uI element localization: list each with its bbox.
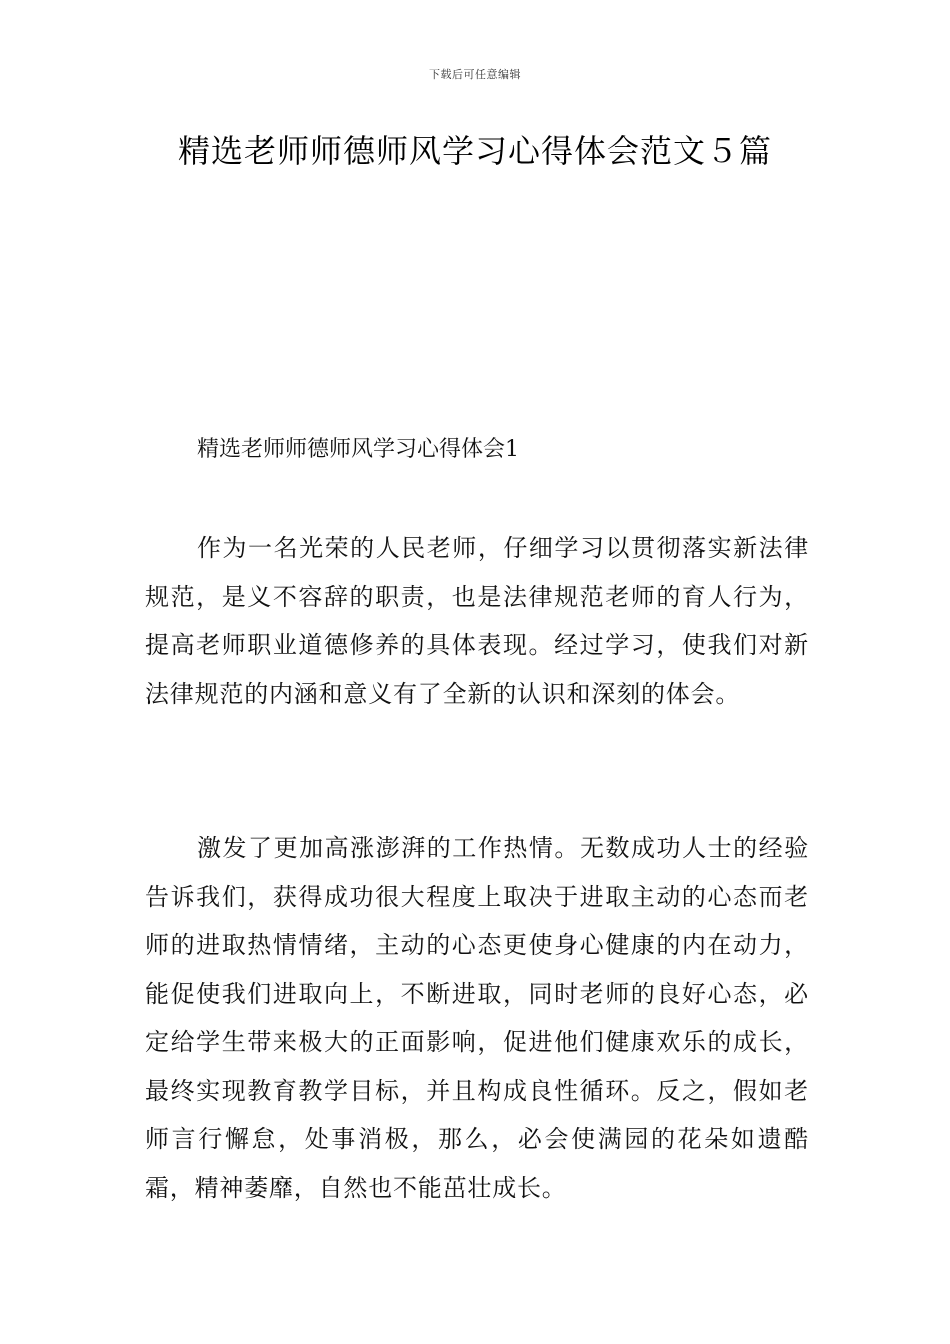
body-paragraph-2: 激发了更加高涨澎湃的工作热情。无数成功人士的经验告诉我们，获得成功很大程度上取决于进取主动的心态而老师的进取热情情绪，主动的心态更使身心健康的内在动力，能促使我们进取向上，不断进取，同时老师的良好心态，必定给学生带来极大的正面影响，促进他们健康欢乐的成长，最终实现教育教学目标，并且构成良性循环。反之，假如老师言行懈怠，处事消极，那么，必会使满园的花朵如遗酷霜，精神萎靡，自然也不能茁壮成长。 [145, 834, 809, 1202]
section-heading: 精选老师师德师风学习心得体会1 [197, 437, 519, 462]
header-note: 下载后可任意编辑 [429, 68, 521, 81]
body-paragraph-1: 作为一名光荣的人民老师，仔细学习以贯彻落实新法律规范，是义不容辞的职责，也是法律规范老师的育人行为，提高老师职业道德修养的具体表现。经过学习，使我们对新法律规范的内涵和意义有了全新的认识和深刻的体会。 [145, 534, 809, 708]
document-title: 精选老师师德师风学习心得体会范文５篇 [177, 132, 772, 170]
